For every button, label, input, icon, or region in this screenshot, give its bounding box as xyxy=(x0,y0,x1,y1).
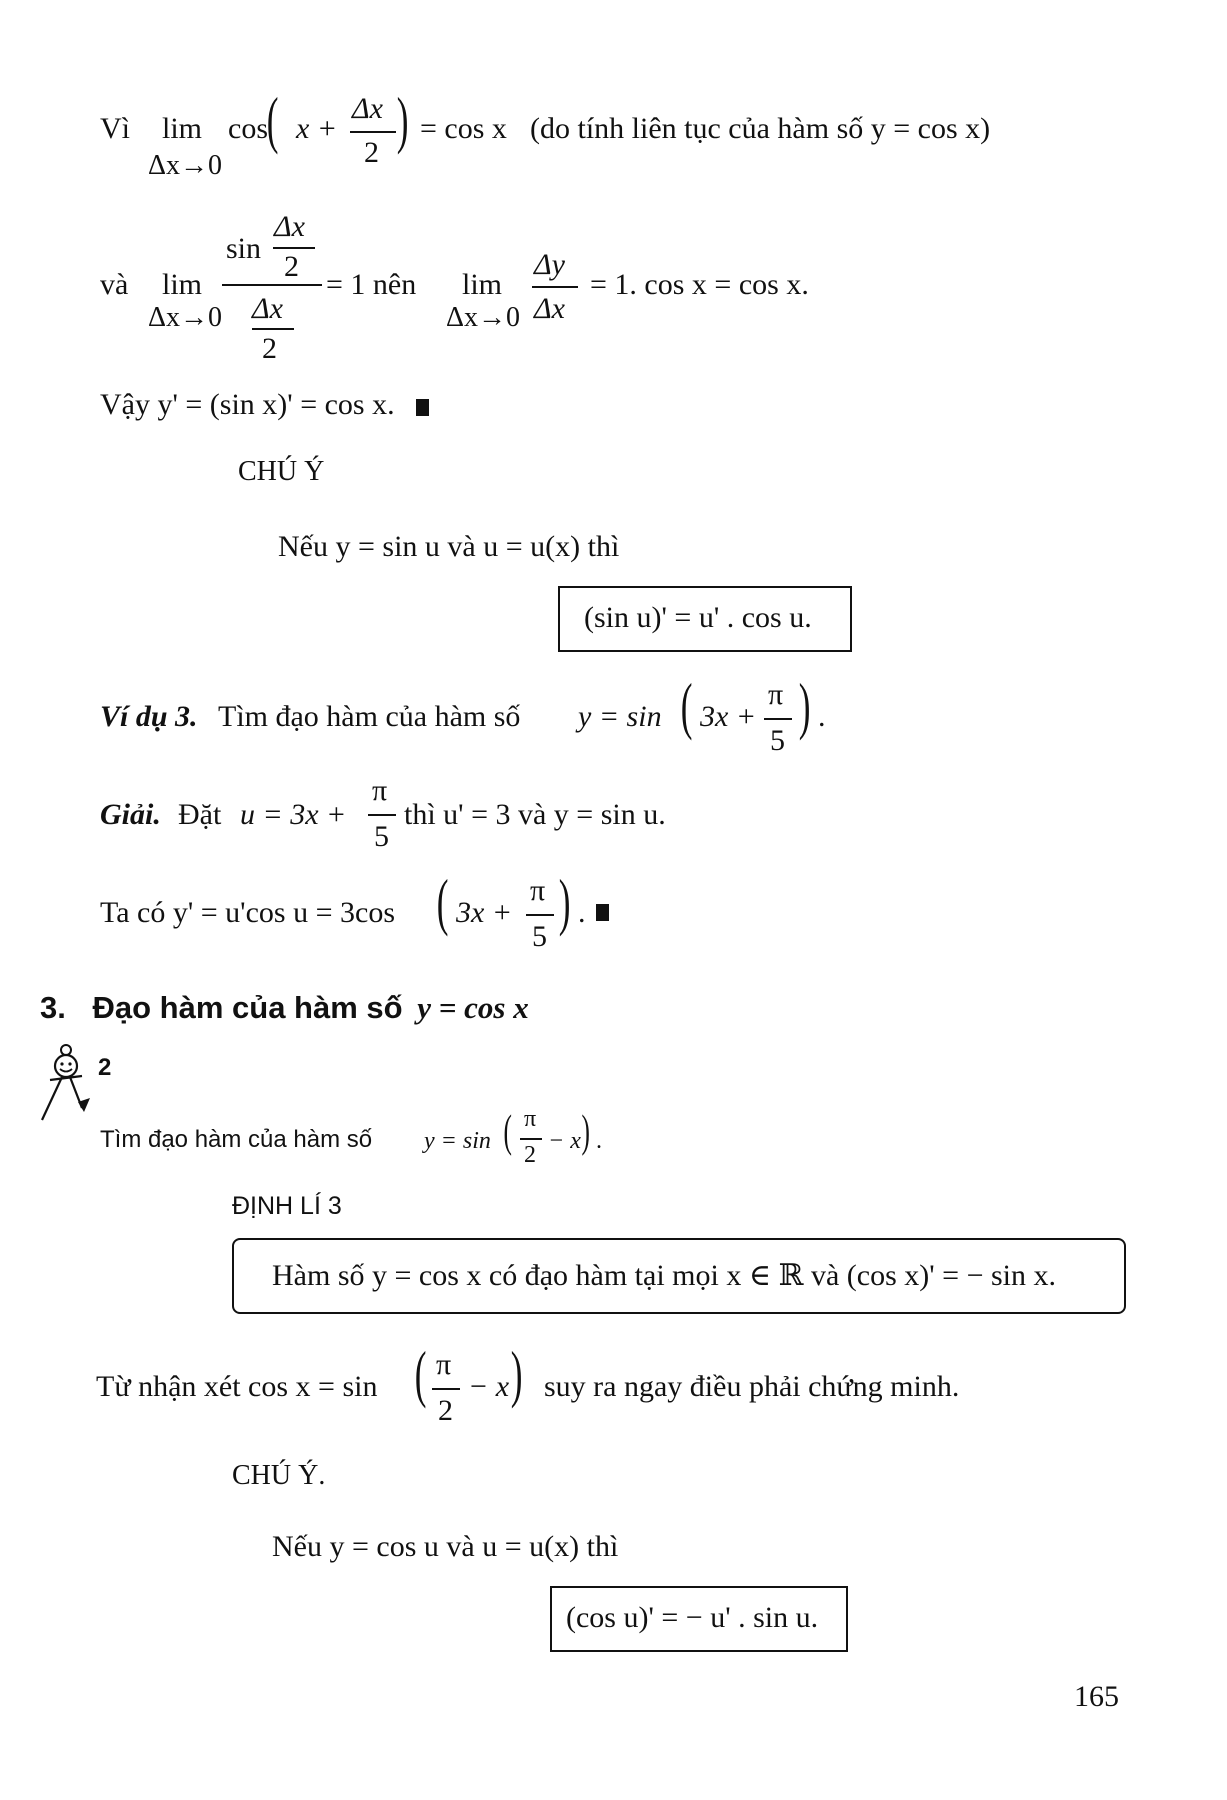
denom-num: Δx xyxy=(252,292,283,325)
lim-subscript: Δx→0 xyxy=(148,150,223,181)
sin-label: sin xyxy=(226,232,262,265)
frac-bar xyxy=(350,131,396,133)
pi-num-2: π xyxy=(530,874,546,907)
remark-text-b: suy ra ngay điều phải chứng minh. xyxy=(544,1370,960,1403)
frac-bar xyxy=(368,814,396,816)
paren-open: ( xyxy=(266,84,279,155)
note1-formula-box xyxy=(558,586,852,652)
example3-text: Tìm đạo hàm của hàm số xyxy=(218,700,521,733)
pi-num: π xyxy=(768,678,784,711)
note2-formula-box xyxy=(550,1586,848,1652)
lim-subscript: Δx→0 xyxy=(148,302,223,333)
paren-close: ) xyxy=(558,866,571,937)
eq-1-nen: = 1 nên xyxy=(326,268,417,301)
result: = cos x xyxy=(420,112,507,145)
end-of-proof-square xyxy=(416,399,429,416)
rest: thì u' = 3 và y = sin u. xyxy=(404,798,666,831)
frac-bar-2 xyxy=(526,914,554,916)
five-den-2: 5 xyxy=(532,920,547,953)
minus-x: − x xyxy=(468,1370,510,1403)
dat: Đặt xyxy=(178,798,222,831)
theorem3-box xyxy=(232,1238,1126,1314)
note1-text: Nếu y = sin u và u = u(x) thì xyxy=(278,530,620,563)
paren-open: ( xyxy=(503,1105,512,1156)
three-x-plus: 3x + xyxy=(700,700,757,733)
inner-den: 2 xyxy=(284,250,299,283)
pi-num: π xyxy=(524,1106,537,1132)
word-vi: Vì xyxy=(100,112,130,145)
remark-text-a: Từ nhận xét cos x = sin xyxy=(96,1370,378,1403)
two-den: 2 xyxy=(438,1394,453,1427)
y-eq-sin: y = sin xyxy=(578,700,662,733)
five-den: 5 xyxy=(770,724,785,757)
inner-num: Δx xyxy=(274,210,305,243)
frac-num: Δx xyxy=(352,92,383,125)
paren-close: ) xyxy=(510,1338,523,1409)
note2-formula: (cos u)' = − u' . sin u. xyxy=(566,1601,819,1634)
period: . xyxy=(818,700,826,733)
note1-formula: (sin u)' = u' . cos u. xyxy=(584,601,812,634)
period: . xyxy=(578,896,586,929)
paren-close: ) xyxy=(581,1105,590,1156)
frac-den: 2 xyxy=(364,136,379,169)
denom-bar xyxy=(252,328,294,330)
y-eq-sin: y = sin xyxy=(424,1128,491,1154)
period: . xyxy=(596,1128,602,1154)
paren-open: ( xyxy=(436,866,449,937)
frac-bar xyxy=(520,1138,542,1140)
x-plus: x + xyxy=(296,112,338,145)
three-x-plus: 3x + xyxy=(456,896,513,929)
compass-mascot-icon xyxy=(38,1036,100,1122)
section3-number: 3. xyxy=(40,990,66,1025)
pi-num: π xyxy=(436,1348,452,1381)
end-of-solution-square xyxy=(596,904,609,921)
proof-conclusion: Vậy y' = (sin x)' = cos x. xyxy=(100,388,429,422)
lim-label: lim xyxy=(162,268,203,301)
denom-den: 2 xyxy=(262,332,277,365)
page-number: 165 xyxy=(1074,1680,1119,1713)
note1-heading: CHÚ Ý xyxy=(238,456,325,487)
activity-text-label: Tìm đạo hàm của hàm số xyxy=(100,1126,373,1153)
section3-formula: y = cos x xyxy=(417,990,529,1025)
u-eq: u = 3x + xyxy=(240,798,347,831)
two-den: 2 xyxy=(524,1142,536,1168)
paren-close: ) xyxy=(798,670,811,741)
cos-label: cos xyxy=(228,112,268,145)
lim2-label: lim xyxy=(462,268,503,301)
note2-heading: CHÚ Ý. xyxy=(232,1460,326,1491)
frac-bar xyxy=(432,1388,460,1390)
note2-text: Nếu y = cos u và u = u(x) thì xyxy=(272,1530,619,1563)
dy-num: Δy xyxy=(534,248,565,281)
paren-close: ) xyxy=(396,84,409,155)
minus-x: − x xyxy=(548,1128,581,1154)
theorem3-heading: ĐỊNH LÍ 3 xyxy=(232,1192,342,1220)
note: (do tính liên tục của hàm số y = cos x) xyxy=(530,112,991,145)
solution-label: Giải. xyxy=(100,798,161,831)
lim-label: lim xyxy=(162,112,203,145)
five-den: 5 xyxy=(374,820,389,853)
dy-bar xyxy=(532,286,578,288)
ta-co: Ta có y' = u'cos u = 3cos xyxy=(100,896,395,929)
dx-den: Δx xyxy=(534,292,565,325)
frac-bar xyxy=(764,718,792,720)
inner-bar xyxy=(273,247,315,249)
paren-open: ( xyxy=(680,670,693,741)
word-va: và xyxy=(100,268,129,301)
result: = 1. cos x = cos x. xyxy=(590,268,809,301)
section3-heading xyxy=(40,990,529,1026)
activity-number: 2 xyxy=(98,1054,112,1081)
example3-label: Ví dụ 3. xyxy=(100,700,198,733)
theorem3-text: Hàm số y = cos x có đạo hàm tại mọi x ∈ ℝ và (cos x)' = − sin x. xyxy=(272,1259,1057,1292)
section3-title: Đạo hàm của hàm số xyxy=(92,990,403,1025)
pi-num: π xyxy=(372,774,388,807)
main-frac-bar xyxy=(222,284,322,286)
paren-open: ( xyxy=(414,1338,427,1409)
lim2-subscript: Δx→0 xyxy=(446,302,521,333)
